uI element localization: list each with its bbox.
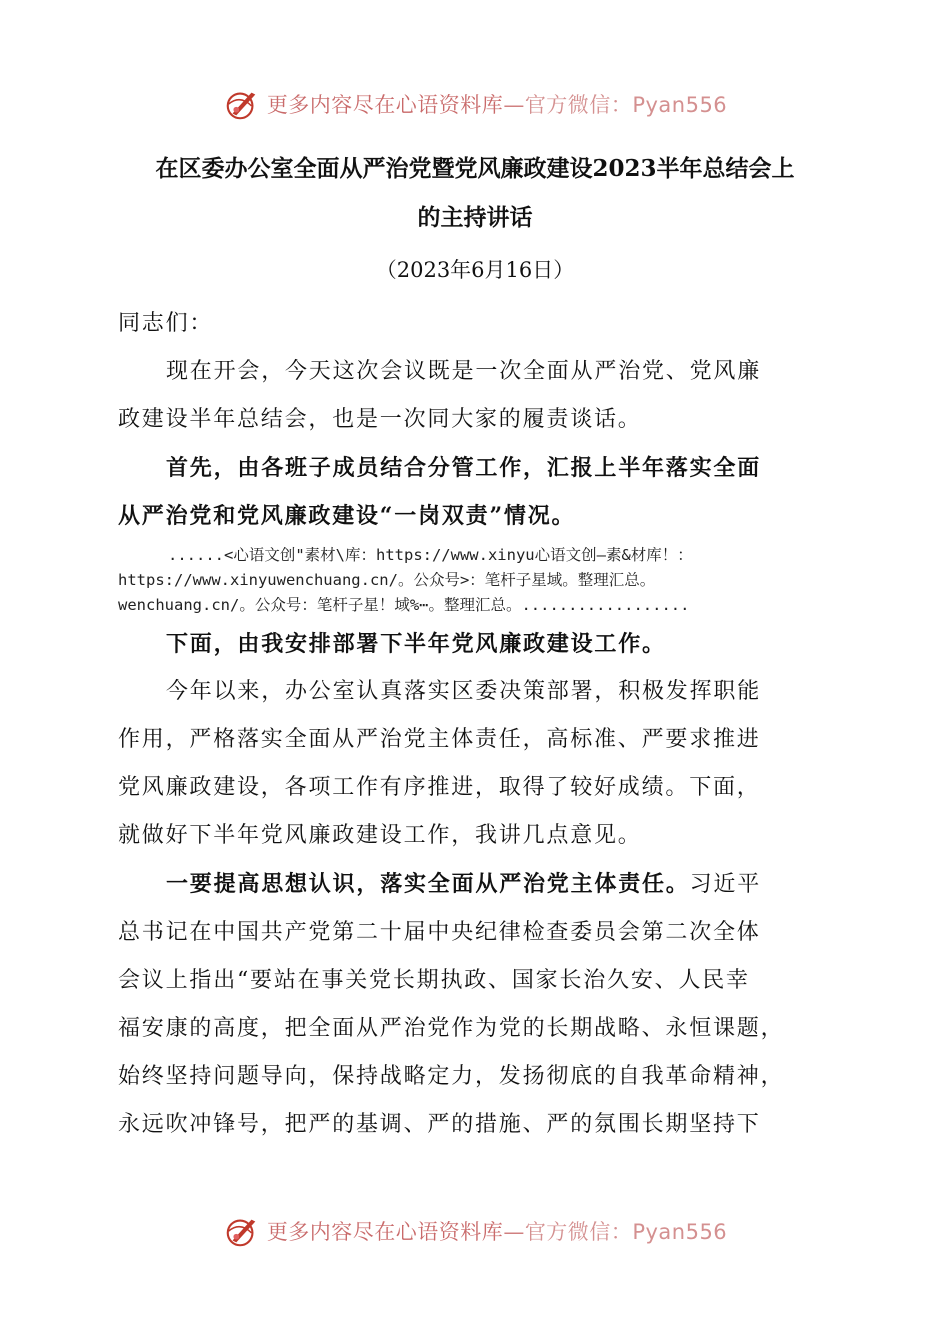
banner-sub-text: 官方微信： [524, 1220, 633, 1244]
document-body-part-1 [118, 300, 838, 540]
salutation: 同志们： [118, 311, 214, 336]
paragraph-4-line-2: 作用，严格落实全面从严治党主体责任，高标准、严要求推进 [118, 727, 761, 752]
paragraph-2-line-1: 首先，由各班子成员结合分管工作，汇报上半年落实全面 [166, 455, 762, 481]
paragraph-1-line-2: 政建设半年总结会，也是一次同大家的履责谈话。 [118, 407, 642, 432]
paragraph-5-line-6: 永远吹冲锋号，把严的基调、严的措施、严的氛围长期坚持下 [118, 1112, 761, 1137]
paragraph-5-line-1-rest: 习近平 [689, 872, 762, 897]
pen-logo-icon [223, 85, 261, 123]
banner-sub-text: 官方微信： [524, 93, 633, 117]
document-title-line-1: 在区委办公室全面从严治党暨党风廉政建设2023半年总结会上 [155, 155, 795, 182]
banner-dash: — [503, 93, 525, 117]
paragraph-5-heading: 一要提高思想认识，落实全面从严治党主体责任。 [166, 871, 690, 897]
banner-text [267, 1216, 727, 1246]
banner-main-text: 更多内容尽在心语资料库 [266, 93, 504, 117]
footer-banner [0, 1211, 950, 1251]
paragraph-1-line-1: 现在开会，今天这次会议既是一次全面从严治党、党风廉 [166, 359, 762, 384]
banner-dash: — [503, 1220, 525, 1244]
paragraph-4-line-3: 党风廉政建设，各项工作有序推进，取得了较好成绩。下面， [118, 775, 761, 800]
banner-wechat-id: Pyan556 [632, 1220, 728, 1244]
paragraph-4-line-4: 就做好下半年党风廉政建设工作，我讲几点意见。 [118, 823, 642, 848]
watermark-line-1: ......<心语文创"素材\库：https://www.xinyu心语文创—素&材库！： [168, 546, 693, 564]
paragraph-2-line-2: 从严治党和党风廉政建设“一岗双责”情况。 [118, 503, 576, 529]
pen-logo-icon [223, 1212, 261, 1250]
document-date: （2023年6月16日） [375, 258, 575, 282]
document-title-line-2: 的主持讲话 [417, 204, 533, 231]
paragraph-5-line-3: 会议上指出“要站在事关党长期执政、国家长治久安、人民幸 [118, 968, 750, 993]
watermark-line-3: wenchuang.cn/。公众号：笔杆子星！域%⋯。整理汇总。.................. [118, 596, 690, 614]
watermark-line-2: https://www.xinyuwenchuang.cn/。公众号>：笔杆子星域。整理汇总。 [118, 571, 656, 589]
document-body-part-2 [118, 620, 838, 1149]
paragraph-3: 下面，由我安排部署下半年党风廉政建设工作。 [166, 631, 666, 657]
paragraph-4-line-1: 今年以来，办公室认真落实区委决策部署，积极发挥职能 [166, 679, 762, 704]
paragraph-5-line-2: 总书记在中国共产党第二十届中央纪律检查委员会第二次全体 [118, 920, 761, 945]
banner-main-text: 更多内容尽在心语资料库 [266, 1220, 504, 1244]
banner-wechat-id: Pyan556 [632, 93, 728, 117]
paragraph-5-line-4: 福安康的高度，把全面从严治党作为党的长期战略、永恒课题， [118, 1016, 785, 1041]
paragraph-5-line-1 [118, 860, 838, 909]
header-banner [0, 84, 950, 124]
paragraph-5-line-5: 始终坚持问题导向，保持战略定力，发扬彻底的自我革命精神， [118, 1064, 785, 1089]
banner-text [267, 89, 727, 119]
